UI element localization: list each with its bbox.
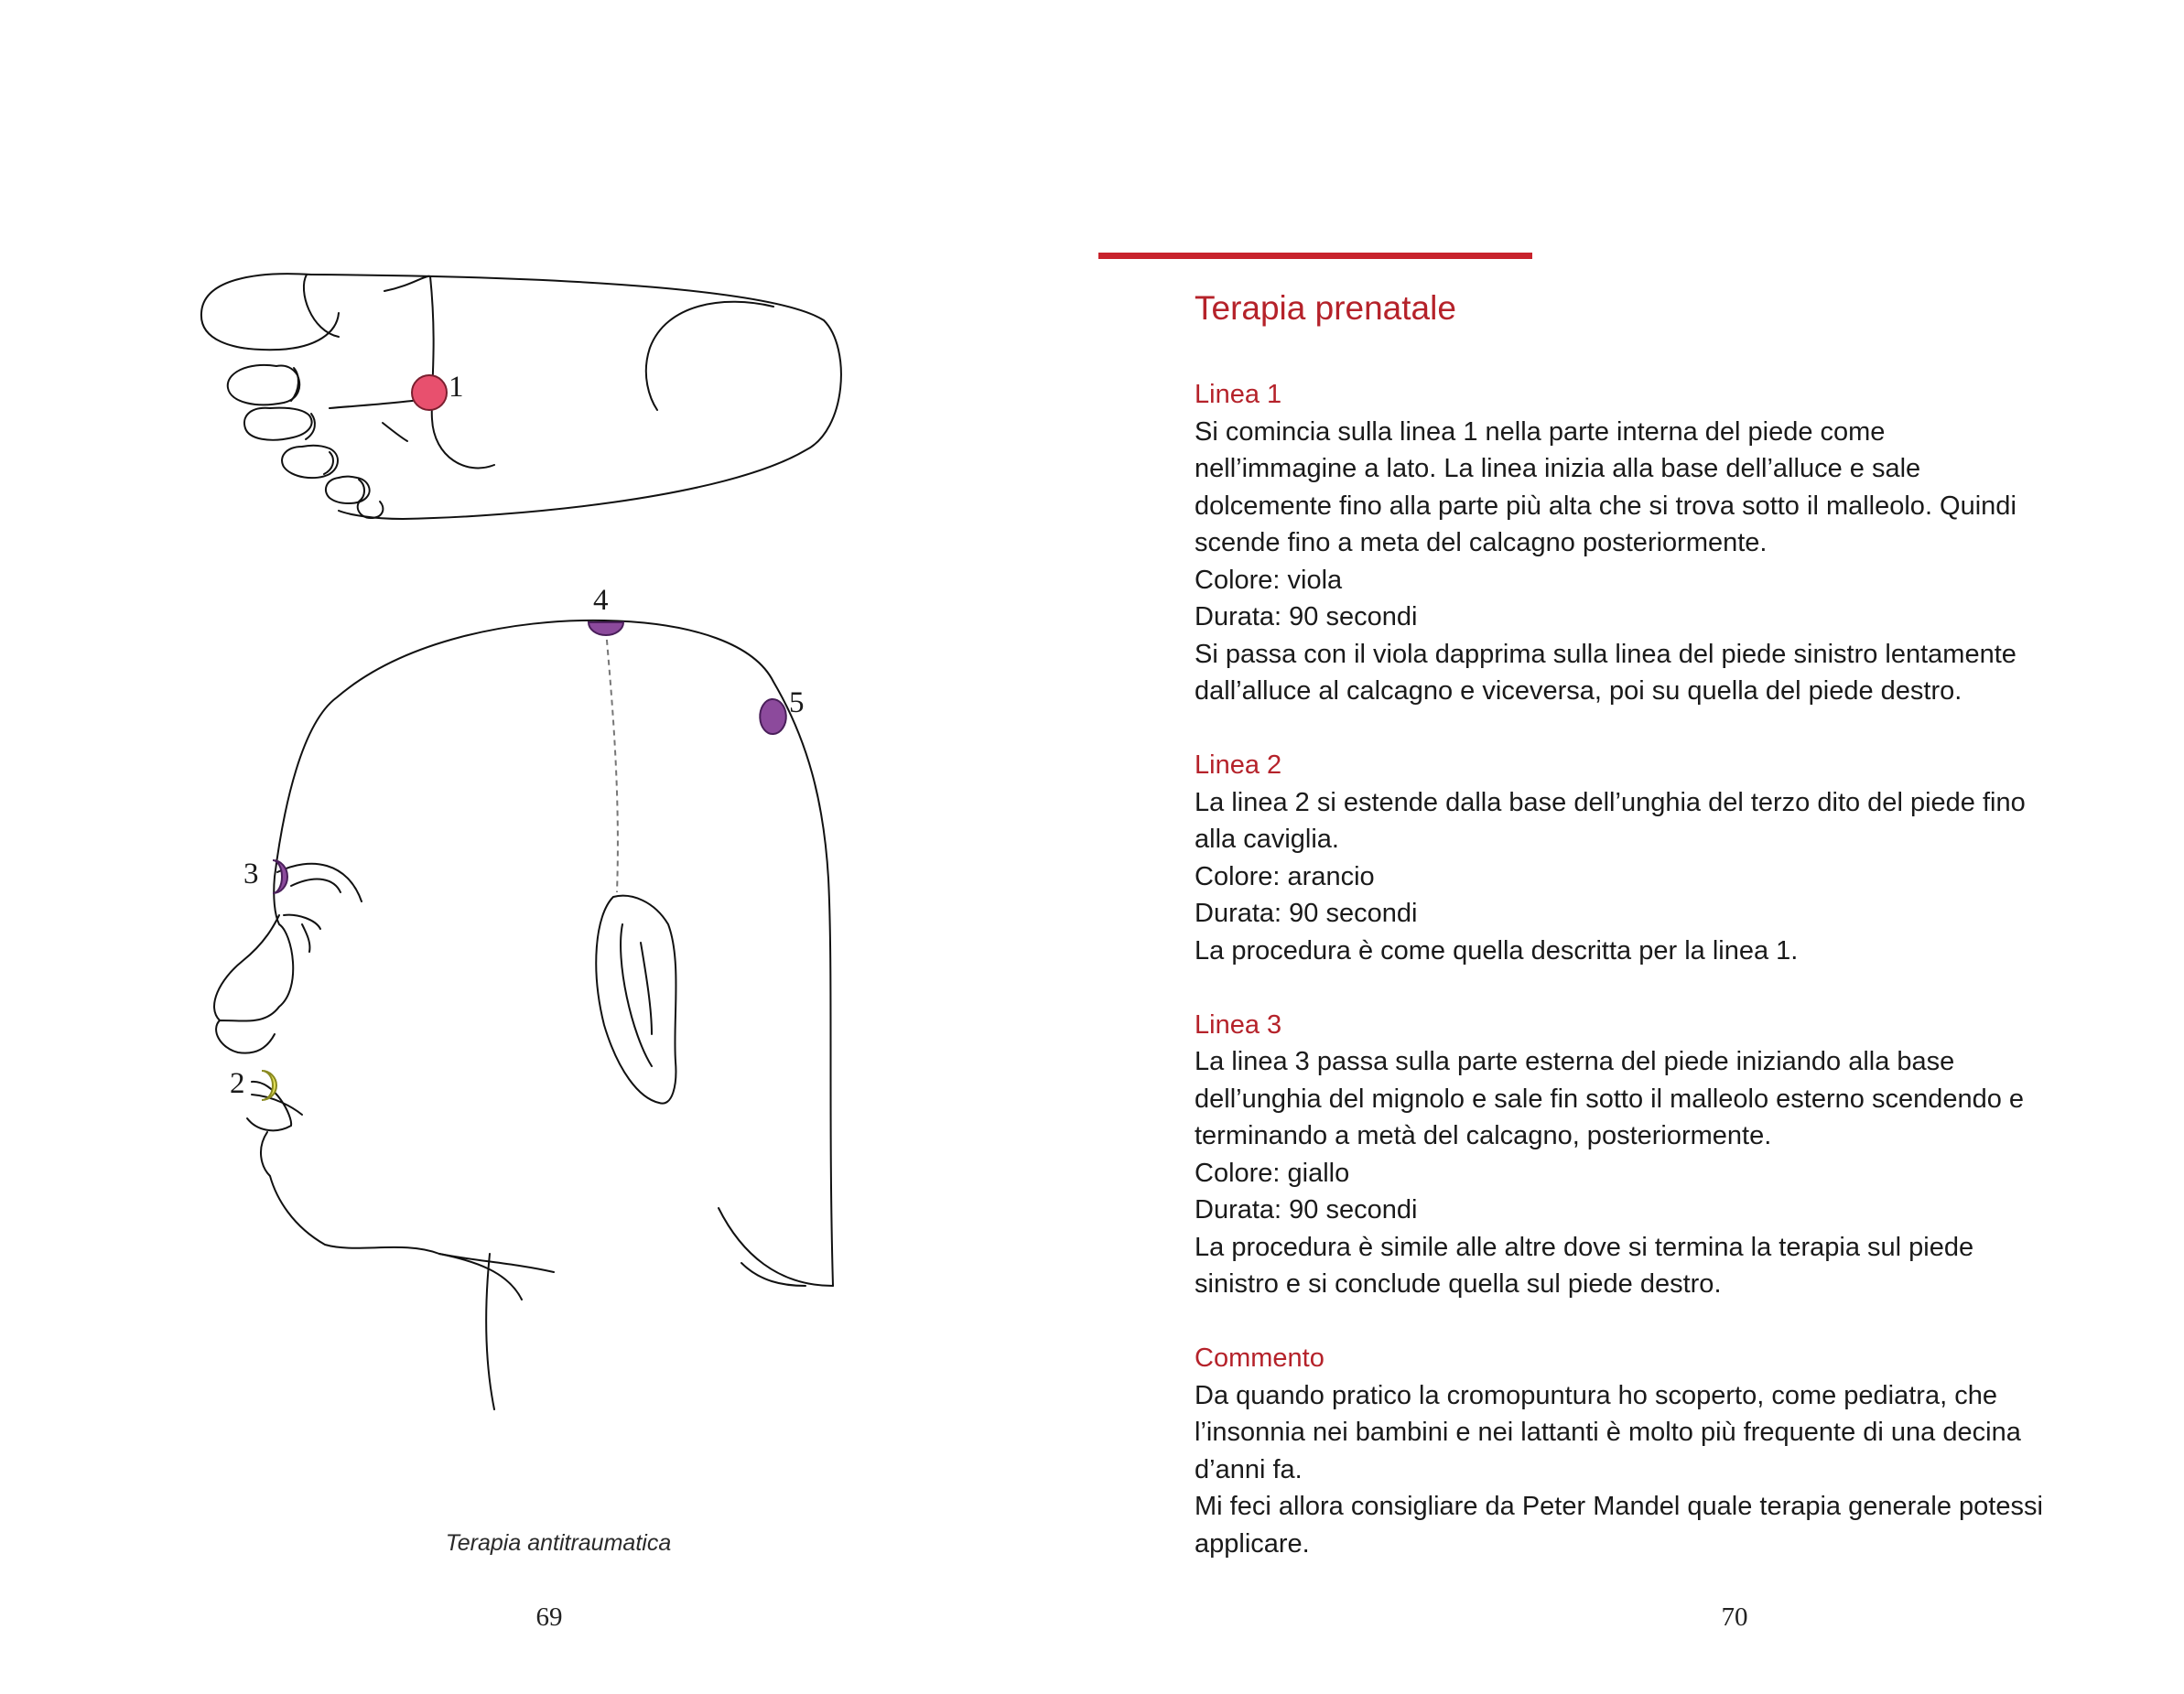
foot-sole-drawing bbox=[201, 274, 841, 519]
point-5-label: 5 bbox=[789, 686, 805, 719]
point-4-marker bbox=[589, 622, 623, 635]
section-heading: Linea 1 bbox=[1195, 380, 1282, 409]
text-line: Durata: 90 secondi bbox=[1195, 1195, 1418, 1225]
crown-to-ear-line bbox=[606, 630, 618, 892]
point-1-marker bbox=[412, 375, 447, 410]
point-2-label: 2 bbox=[230, 1067, 245, 1100]
text-line: dall’alluce al calcagno e viceversa, poi su quella del piede destro. bbox=[1195, 676, 1962, 706]
text-line: nell’immagine a lato. La linea inizia alla base dell’alluce e sale bbox=[1195, 454, 1921, 483]
point-5-marker bbox=[760, 699, 786, 734]
text-line: scende fino a meta del calcagno posteriormente. bbox=[1195, 528, 1768, 557]
page-title: Terapia prenatale bbox=[1195, 289, 1456, 327]
text-line: alla caviglia. bbox=[1195, 825, 1339, 854]
text-line: La procedura è come quella descritta per la linea 1. bbox=[1195, 935, 1799, 966]
text-line: Colore: giallo bbox=[1195, 1158, 1350, 1188]
section-heading: Linea 2 bbox=[1195, 750, 1282, 780]
section-linea-2 bbox=[1195, 747, 2073, 969]
text-line: Durata: 90 secondi bbox=[1195, 602, 1418, 631]
head-profile-drawing bbox=[214, 620, 833, 1409]
text-line: Da quando pratico la cromopuntura ho scoperto, come pediatra, che bbox=[1195, 1380, 1997, 1410]
section-heading: Commento bbox=[1195, 1343, 1324, 1373]
text-line: La linea 3 passa sulla parte esterna del piede iniziando alla base bbox=[1195, 1047, 1955, 1076]
text-line: Si passa con il viola dapprima sulla linea del piede sinistro lentamente bbox=[1195, 639, 2016, 669]
accent-rule bbox=[1098, 253, 1532, 259]
text-line: Mi feci allora consigliare da Peter Mandel quale terapia generale potessi bbox=[1195, 1492, 2043, 1521]
text-line: Colore: arancio bbox=[1195, 861, 1375, 891]
right-page bbox=[1092, 0, 2184, 1694]
point-3-label: 3 bbox=[243, 858, 259, 890]
page-number-left: 69 bbox=[535, 1602, 563, 1632]
section-linea-1 bbox=[1195, 376, 2073, 710]
text-line: d’anni fa. bbox=[1195, 1454, 1303, 1484]
text-line: l’insonnia nei bambini e nei lattanti è molto più frequente di una decina bbox=[1195, 1418, 2021, 1447]
figure-caption: Terapia antitraumatica bbox=[445, 1530, 672, 1556]
section-linea-3 bbox=[1195, 1007, 2073, 1303]
article bbox=[1195, 279, 2073, 1562]
page-number-right: 70 bbox=[1721, 1602, 1748, 1632]
text-line: sinistro e si conclude quella sul piede destro. bbox=[1195, 1269, 1722, 1299]
text-line: Colore: viola bbox=[1195, 565, 1343, 595]
section-commento bbox=[1195, 1340, 2073, 1562]
text-line: dolcemente fino alla parte più alta che si trova sotto il malleolo. Quindi bbox=[1195, 491, 2016, 521]
text-line: Si comincia sulla linea 1 nella parte interna del piede come bbox=[1195, 416, 1886, 447]
section-heading: Linea 3 bbox=[1195, 1009, 1282, 1040]
text-line: applicare. bbox=[1195, 1528, 1310, 1559]
text-line: terminando a metà del calcagno, posteriormente. bbox=[1195, 1121, 1772, 1150]
text-line: La procedura è simile alle altre dove si termina la terapia sul piede bbox=[1195, 1232, 1974, 1262]
point-1-label: 1 bbox=[449, 371, 464, 404]
point-4-label: 4 bbox=[593, 584, 609, 617]
text-line: dell’unghia del mignolo e sale fin sotto il malleolo esterno scendendo e bbox=[1195, 1084, 2025, 1114]
text-line: La linea 2 si estende dalla base dell’unghia del terzo dito del piede fino bbox=[1195, 787, 2026, 817]
text-line: Durata: 90 secondi bbox=[1195, 899, 1418, 928]
